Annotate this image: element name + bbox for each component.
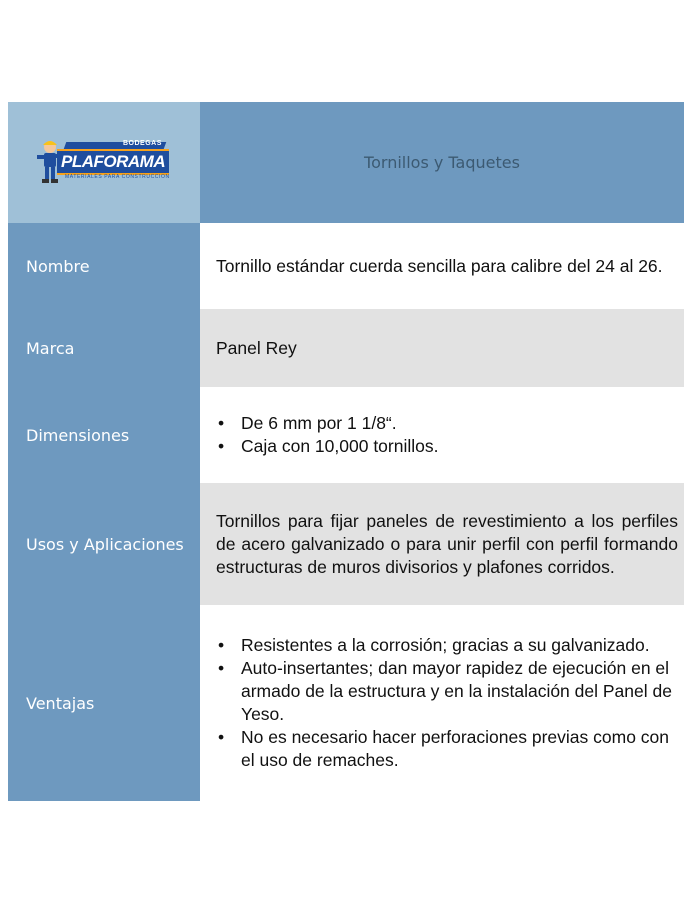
list-item: • Caja con 10,000 tornillos. xyxy=(216,435,678,458)
logo-brand-text: PLAFORAMA xyxy=(57,149,169,175)
label-marca: Marca xyxy=(8,309,200,387)
list-item: • De 6 mm por 1 1/8“. xyxy=(216,412,678,435)
list-item: • No es necesario hacer perforaciones previas como con el uso de remaches. xyxy=(216,726,678,772)
value-nombre xyxy=(200,223,684,309)
plaforama-logo xyxy=(35,137,173,189)
value-dimensiones xyxy=(200,387,684,483)
page-title: Tornillos y Taquetes xyxy=(200,102,684,223)
list-item: • Resistentes a la corrosión; gracias a su galvanizado. xyxy=(216,634,678,657)
list-item: • Auto-insertantes; dan mayor rapidez de ejecución en el armado de la estructura y en la instalación del Panel de Yeso. xyxy=(216,657,678,726)
usos-text: Tornillos para fijar paneles de revestimiento a los perfiles de acero galvanizado o para unir perfil con perfil formando estructuras de muros divisorios y plafones corridos. xyxy=(216,510,678,577)
label-ventajas: Ventajas xyxy=(8,605,200,801)
value-marca xyxy=(200,309,684,387)
logo-bodegas-text: BODEGAS xyxy=(123,139,162,147)
dimensiones-list xyxy=(216,412,678,458)
label-dimensiones: Dimensiones xyxy=(8,387,200,483)
label-usos: Usos y Aplicaciones xyxy=(8,483,200,605)
value-ventajas xyxy=(200,605,684,801)
product-spec-table xyxy=(8,102,684,801)
ventajas-list xyxy=(216,634,678,772)
value-usos xyxy=(200,483,684,605)
marca-text: Panel Rey xyxy=(216,337,297,358)
logo-tagline: MATERIALES PARA CONSTRUCCION xyxy=(65,173,170,180)
nombre-text: Tornillo estándar cuerda sencilla para calibre del 24 al 26. xyxy=(216,255,663,276)
logo-cell xyxy=(8,102,200,223)
label-nombre: Nombre xyxy=(8,223,200,309)
